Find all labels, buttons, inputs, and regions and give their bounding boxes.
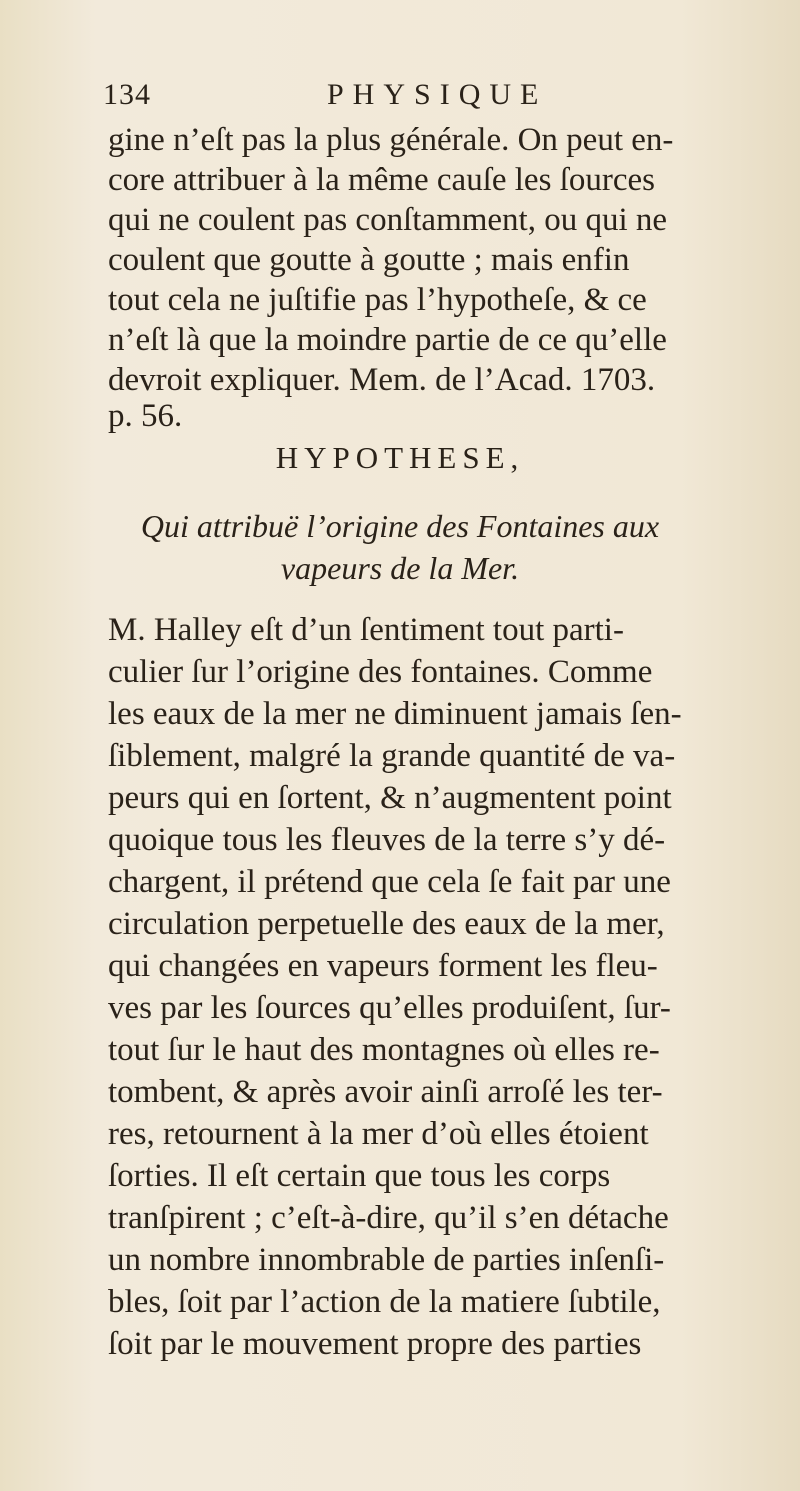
text-line: peurs qui en ſortent, & n’augmentent point (108, 780, 672, 816)
text-line: chargent, il prétend que cela ſe fait par une (108, 864, 671, 900)
text-line: tout ſur le haut des montagnes où elles re- (108, 1032, 660, 1068)
text-line: bles, ſoit par l’action de la matiere ſubtile, (108, 1284, 661, 1320)
text-line: qui changées en vapeurs forment les fleu- (108, 948, 658, 984)
page-header (103, 78, 723, 122)
text-line: M. Halley eſt d’un ſentiment tout parti- (108, 612, 624, 648)
page-number: 134 (103, 78, 151, 111)
text-line: qui ne coulent pas conſtamment, ou qui ne (108, 202, 668, 238)
text-line: tranſpirent ; c’eſt-à-dire, qu’il s’en détache (108, 1200, 669, 1236)
section-subtitle-line: vapeurs de la Mer. (280, 550, 520, 586)
text-line: tombent, & après avoir ainſi arroſé les ter- (108, 1074, 663, 1110)
text-line: ves par les ſources qu’elles produiſent, ſur- (108, 990, 671, 1026)
text-line: res, retournent à la mer d’où elles étoient (108, 1116, 649, 1152)
text-line: les eaux de la mer ne diminuent jamais ſen- (108, 696, 682, 732)
text-line: coulent que goutte à goutte ; mais enfin (108, 242, 630, 278)
text-line: ſiblement, malgré la grande quantité de va- (108, 738, 676, 774)
text-line: culier ſur l’origine des fontaines. Comme (108, 654, 653, 690)
text-line: ſorties. Il eſt certain que tous les corps (108, 1158, 611, 1194)
running-title: PHYSIQUE (327, 78, 548, 111)
text-line: circulation perpetuelle des eaux de la mer, (108, 906, 665, 942)
text-line: tout cela ne juſtifie pas l’hypotheſe, & ce (108, 282, 647, 318)
text-line: n’eſt là que la moindre partie de ce qu’elle (108, 322, 667, 358)
section-subtitle-line: Qui attribuë l’origine des Fontaines aux (140, 508, 660, 544)
section-title: HYPOTHESE, (275, 440, 525, 475)
text-line: p. 56. (108, 398, 183, 434)
text-line: core attribuer à la même cauſe les ſources (108, 162, 655, 198)
text-line: un nombre innombrable de parties inſenſi- (108, 1242, 665, 1278)
text-line: devroit expliquer. Mem. de l’Acad. 1703. (108, 362, 656, 398)
text-line: ſoit par le mouvement propre des parties (108, 1326, 642, 1362)
text-line: gine n’eſt pas la plus générale. On peut en- (108, 122, 674, 158)
text-line: quoique tous les fleuves de la terre s’y dé- (108, 822, 666, 858)
